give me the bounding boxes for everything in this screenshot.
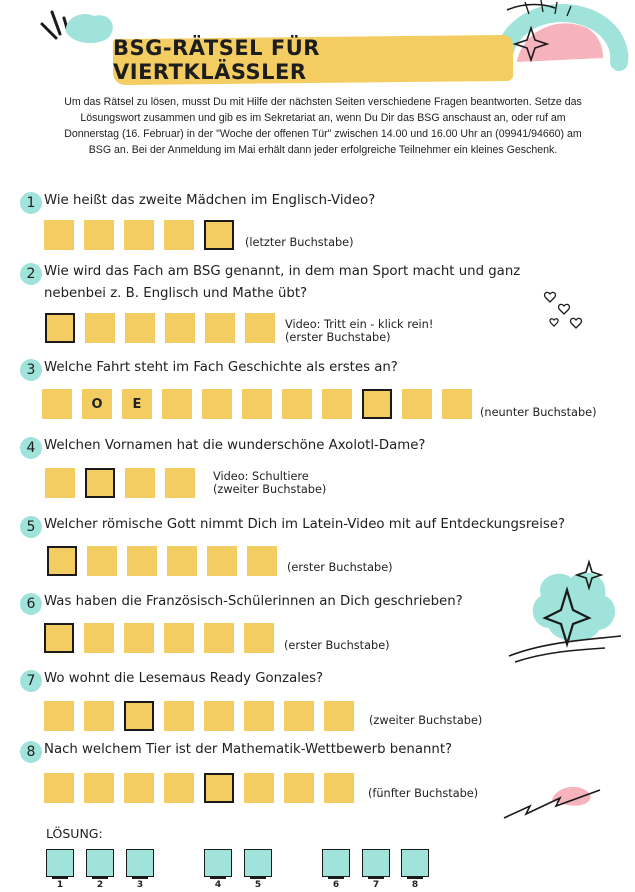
answer-box[interactable] — [282, 389, 312, 419]
answer-box-solution-letter[interactable] — [204, 773, 234, 803]
question-number-badge: 4 — [20, 437, 42, 459]
solution-number: 8 — [411, 880, 419, 890]
question-number-badge: 7 — [20, 670, 42, 692]
question-hint: (letzter Buchstabe) — [245, 236, 354, 249]
question-hint: (neunter Buchstabe) — [480, 406, 597, 419]
answer-box[interactable] — [402, 389, 432, 419]
answer-box[interactable] — [84, 220, 114, 250]
hearts-doodle-decoration — [540, 286, 590, 336]
question-text: Welche Fahrt steht im Fach Geschichte als erstes an? — [44, 360, 398, 375]
answer-box[interactable] — [164, 773, 194, 803]
question-number-badge: 1 — [20, 192, 42, 214]
solution-box[interactable] — [362, 849, 390, 877]
question-number-badge: 5 — [20, 516, 42, 538]
answer-box[interactable] — [242, 389, 272, 419]
answer-box[interactable] — [124, 220, 154, 250]
solution-number: 7 — [372, 880, 380, 890]
solution-underline — [132, 877, 148, 879]
answer-box[interactable] — [165, 313, 195, 343]
solution-box[interactable] — [86, 849, 114, 877]
answer-box-solution-letter[interactable] — [204, 220, 234, 250]
solution-underline — [368, 877, 384, 879]
solution-underline — [407, 877, 423, 879]
pink-blob-bottom-decoration — [500, 780, 610, 830]
intro-paragraph: Um das Rätsel zu lösen, musst Du mit Hilfe der nächsten Seiten verschiedene Fragen beantworten. Setze das Lösungswort zusammen und gib es im Sekretariat an, wenn Du Dir das BSG anschaust an, oder ruf am Donnerstag (16. Februar) in der "Woche der offenen Tür" zwischen 14.00 und 16.00 Uhr an (09941/94660) am BSG an. Bei der Anmeldung im Mai erhält dann jeder erfolgreiche Teilnehmer ein kleines Geschenk. — [64, 96, 582, 156]
solution-underline — [250, 877, 266, 879]
answer-box[interactable] — [324, 773, 354, 803]
solution-box[interactable] — [322, 849, 350, 877]
answer-box[interactable] — [125, 313, 155, 343]
question-text: Wie wird das Fach am BSG genannt, in dem man Sport macht und ganz nebenbei z. B. Englisch und Mathe übt? — [44, 264, 521, 301]
answer-box[interactable] — [124, 773, 154, 803]
solution-number: 4 — [214, 880, 222, 890]
page-title: BSG-RÄTSEL FÜR VIERTKLÄSSLER — [113, 36, 320, 84]
answer-box[interactable] — [244, 773, 274, 803]
answer-box[interactable] — [44, 773, 74, 803]
answer-box[interactable] — [84, 701, 114, 731]
answer-box[interactable] — [204, 701, 234, 731]
solution-number: 6 — [332, 880, 340, 890]
question-number-badge: 2 — [20, 263, 42, 285]
answer-box[interactable] — [205, 313, 235, 343]
question-hint: (zweiter Buchstabe) — [369, 714, 483, 727]
answer-box[interactable] — [164, 623, 194, 653]
answer-box[interactable]: E — [122, 389, 152, 419]
solution-box[interactable] — [204, 849, 232, 877]
answer-box[interactable] — [244, 701, 274, 731]
answer-box[interactable] — [127, 546, 157, 576]
answer-box[interactable] — [324, 701, 354, 731]
solution-underline — [92, 877, 108, 879]
answer-box[interactable] — [42, 389, 72, 419]
solution-label: LÖSUNG: — [46, 826, 103, 841]
solution-box[interactable] — [126, 849, 154, 877]
question-hint: Video: Tritt ein - klick rein! (erster Buchstabe) — [285, 318, 434, 344]
question-hint: (erster Buchstabe) — [287, 561, 393, 574]
answer-box[interactable] — [85, 313, 115, 343]
question-text: Nach welchem Tier ist der Mathematik-Wettbewerb benannt? — [44, 742, 453, 757]
answer-box[interactable] — [244, 623, 274, 653]
answer-box[interactable] — [207, 546, 237, 576]
answer-box[interactable]: O — [82, 389, 112, 419]
question-text: Wo wohnt die Lesemaus Ready Gonzales? — [44, 671, 324, 686]
question-number-badge: 6 — [20, 593, 42, 615]
answer-box[interactable] — [164, 701, 194, 731]
answer-box[interactable] — [284, 773, 314, 803]
question-hint: (fünfter Buchstabe) — [368, 787, 479, 800]
answer-box[interactable] — [45, 468, 75, 498]
answer-box[interactable] — [204, 623, 234, 653]
solution-number: 5 — [254, 880, 262, 890]
answer-box[interactable] — [442, 389, 472, 419]
answer-box[interactable] — [44, 220, 74, 250]
answer-box-solution-letter[interactable] — [44, 623, 74, 653]
question-text: Welchen Vornamen hat die wunderschöne Axolotl-Dame? — [44, 438, 426, 453]
answer-box[interactable] — [125, 468, 155, 498]
answer-box-solution-letter[interactable] — [45, 313, 75, 343]
answer-box-solution-letter[interactable] — [85, 468, 115, 498]
answer-box[interactable] — [87, 546, 117, 576]
answer-box[interactable] — [84, 773, 114, 803]
answer-box[interactable] — [167, 546, 197, 576]
solution-underline — [328, 877, 344, 879]
question-number-badge: 8 — [20, 741, 42, 763]
answer-box[interactable] — [44, 701, 74, 731]
question-text: Was haben die Französisch-Schülerinnen an Dich geschrieben? — [44, 594, 463, 609]
answer-box[interactable] — [245, 313, 275, 343]
answer-box[interactable] — [202, 389, 232, 419]
answer-box[interactable] — [162, 389, 192, 419]
answer-box-solution-letter[interactable] — [362, 389, 392, 419]
question-text: Welcher römische Gott nimmt Dich im Latein-Video mit auf Entdeckungsreise? — [44, 517, 566, 532]
answer-box[interactable] — [165, 468, 195, 498]
question-hint: (erster Buchstabe) — [284, 639, 390, 652]
solution-number: 2 — [96, 880, 104, 890]
solution-box[interactable] — [401, 849, 429, 877]
question-text: Wie heißt das zweite Mädchen im Englisch-Video? — [44, 193, 376, 208]
answer-box[interactable] — [164, 220, 194, 250]
answer-box-solution-letter[interactable] — [124, 701, 154, 731]
mint-tree-sparkle-decoration — [505, 556, 630, 671]
solution-underline — [210, 877, 226, 879]
mint-blob-top-left-decoration — [60, 8, 120, 48]
answer-box-solution-letter[interactable] — [47, 546, 77, 576]
solution-underline — [52, 877, 68, 879]
answer-box[interactable] — [247, 546, 277, 576]
question-hint: Video: Schultiere (zweiter Buchstabe) — [213, 470, 327, 496]
solution-number: 1 — [56, 880, 64, 890]
solution-number: 3 — [136, 880, 144, 890]
answer-box[interactable] — [284, 701, 314, 731]
answer-box[interactable] — [124, 623, 154, 653]
question-number-badge: 3 — [20, 359, 42, 381]
answer-box[interactable] — [84, 623, 114, 653]
answer-box[interactable] — [322, 389, 352, 419]
pink-arch-decoration — [495, 0, 635, 80]
solution-box[interactable] — [46, 849, 74, 877]
solution-box[interactable] — [244, 849, 272, 877]
